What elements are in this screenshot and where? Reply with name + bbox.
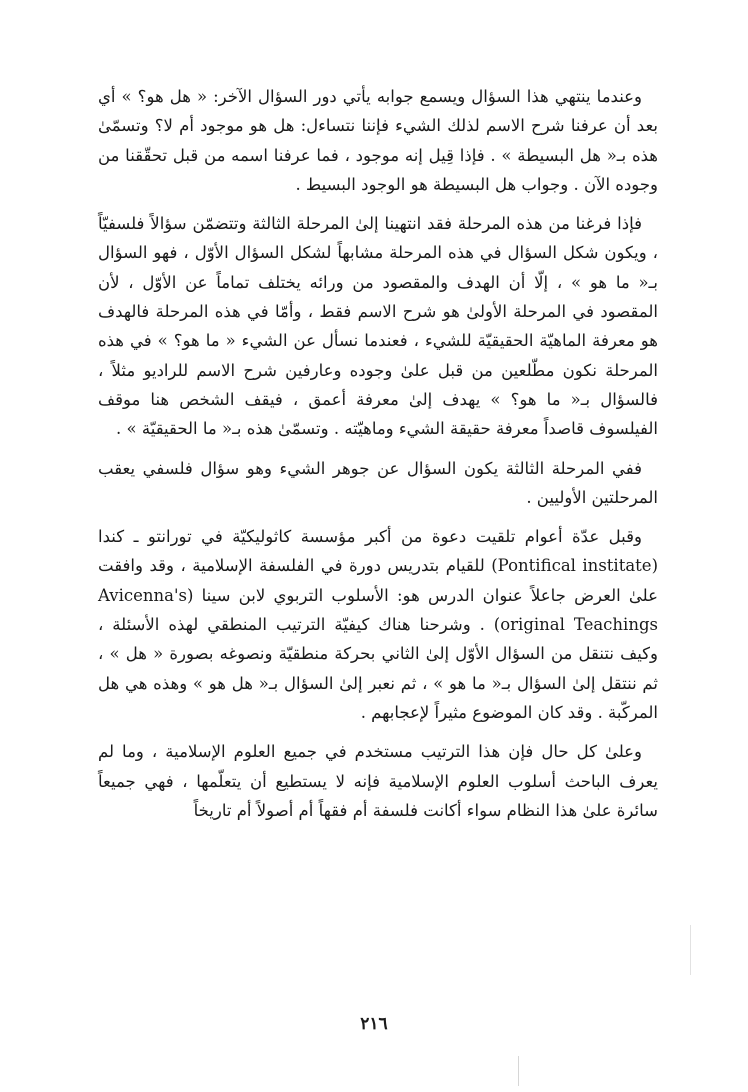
paragraph-4: وقبل عدّة أعوام تلقيت دعوة من أكبر مؤسسة كاثوليكيّة في تورانتو ـ كندا (Pontifical institate) للقيام بتدريس دورة في الفلسفة الإسلامية ، وقد وافقت علىٰ العرض جاعلاً عنوان الدرس هو: الأسلوب التربوي لابن سينا (Avicenna's original Teachings) . وشرحنا هناك كيفيّة الترتيب المنطقي لهذه الأسئلة ، وكيف نتنقل من السؤال الأوّل إلىٰ الثاني بحركة منطقيّة ونصوغه بصورة « هل » ، ثم ننتقل إلىٰ السؤال بـ« ما هو » ، ثم نعبر إلىٰ السؤال بـ« هل هو » وهذه هي هل المركّبة . وقد كان الموضوع مثيراً لإعجابهم . — [98, 527, 658, 722]
page-number: ٢١٦ — [360, 1014, 388, 1034]
paragraph-1: وعندما ينتهي هذا السؤال ويسمع جوابه يأتي دور السؤال الآخر: « هل هو؟ » أي بعد أن عرفنا شرح الاسم لذلك الشيء فإننا نتساءل: هل هو موجود أم لا؟ وتسمّىٰ هذه بـ« هل البسيطة » . فإذا قِيل إنه موجود ، فما عرفنا اسمه من قبل تحقّقنا من وجوده الآن . وجواب هل البسيطة هو الوجود البسيط . — [98, 87, 658, 194]
scan-artifact-line — [690, 925, 691, 975]
scan-artifact-mark — [518, 1056, 519, 1086]
paragraph-2: فإذا فرغنا من هذه المرحلة فقد انتهينا إلىٰ المرحلة الثالثة وتتضمّن سؤالاً فلسفيّاً ، ويكون شكل السؤال في هذه المرحلة مشابهاً لشكل السؤال الأوّل ، فهو السؤال بـ« ما هو » ، إلّا أن الهدف والمقصود من ورائه يختلف تماماً عن الأوّل ، لأن المقصود في المرحلة الأولىٰ هو شرح الاسم فقط ، وأمّا في هذه المرحلة فالهدف هو معرفة الماهيّة الحقيقيّة للشيء ، فعندما نسأل عن الشيء « ما هو؟ » في هذه المرحلة نكون مطّلعين من قبل علىٰ وجوده وعارفين شرح الاسم للراديو مثلاً ، فالسؤال بـ« ما هو؟ » يهدف إلىٰ معرفة أعمق ، فيقف الشخص هنا موقف الفيلسوف قاصداً معرفة حقيقة الشيء وماهيّته . وتسمّىٰ هذه بـ« ما الحقيقيّة » . — [98, 214, 658, 439]
page-body — [98, 82, 658, 825]
paragraph-5: وعلىٰ كل حال فإن هذا الترتيب مستخدم في جميع العلوم الإسلامية ، وما لم يعرف الباحث أسلوب العلوم الإسلامية فإنه لا يستطيع أن يتعلّمها ، فهي جميعاً سائرة علىٰ هذا النظام سواء أكانت فلسفة أم فقهاً أم أصولاً أم تاريخاً — [98, 742, 658, 820]
paragraph-3: ففي المرحلة الثالثة يكون السؤال عن جوهر الشيء وهو سؤال فلسفي يعقب المرحلتين الأوليين . — [98, 458, 658, 507]
